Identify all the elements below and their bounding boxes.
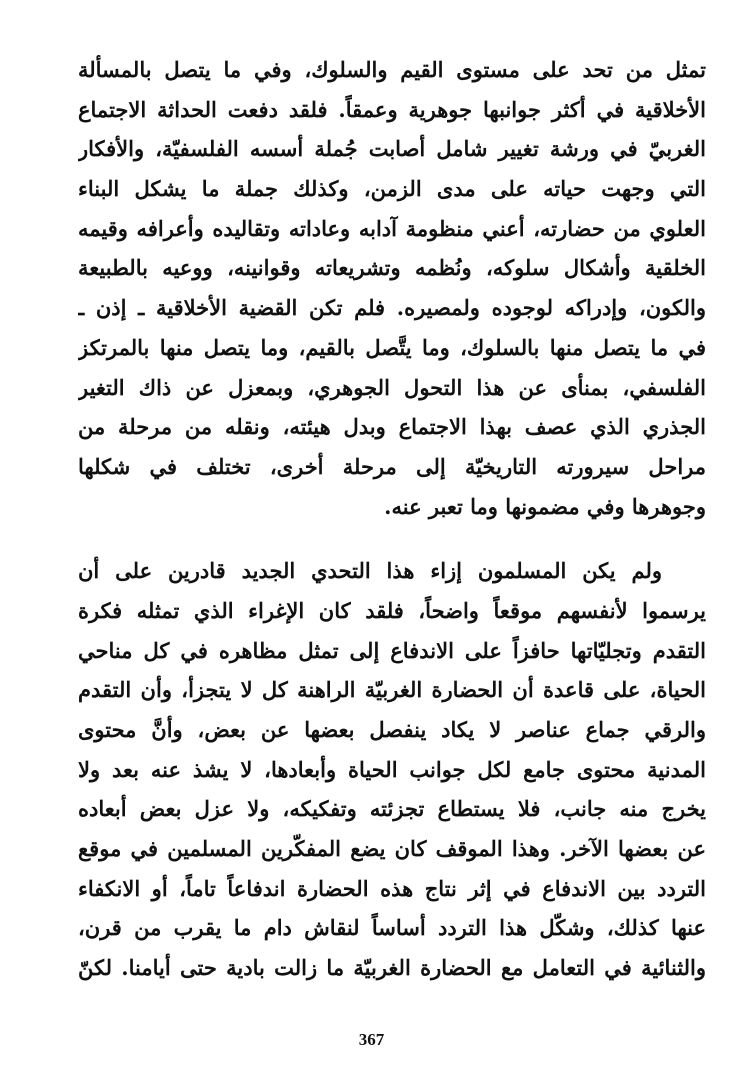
text-line: الجذري الذي عصف بهذا الاجتماع وبدل هيئته، ونقله من مرحلة من xyxy=(78,414,706,440)
text-line: يخرج منه جانب، فلا يستطاع تجزئته وتفكيكه، ولا عزل بعض أبعاده xyxy=(78,796,706,822)
text-line: المدنية محتوى جامع لكل جوانب الحياة وأبعادها، لا يشذ عنه بعد ولا xyxy=(78,756,706,782)
paragraph-1 xyxy=(78,50,706,526)
paragraph-spacer xyxy=(78,526,706,551)
paragraph-2 xyxy=(78,551,706,988)
text-line: عنها كذلك، وشكّل هذا التردد أساساً لنقاش دام ما يقرب من قرن، xyxy=(78,915,706,941)
text-line: الفلسفي، بمنأى عن هذا التحول الجوهري، وبمعزل عن ذاك التغير xyxy=(78,374,706,400)
text-line: التقدم وتجليّاتها حافزاً على الاندفاع إلى تمثل مظاهره في كل مناحي xyxy=(78,637,706,663)
text-line: يرسموا لأنفسهم موقعاً واضحاً، فلقد كان الإغراء الذي تمثله فكرة xyxy=(78,597,706,623)
text-line: الغربيّ في ورشة تغيير شامل أصابت جُملة أسسه الفلسفيّة، والأفكار xyxy=(78,136,706,162)
page-body xyxy=(78,50,706,1050)
text-line: التي وجهت حياته على مدى الزمن، وكذلك جملة ما يشكل البناء xyxy=(78,176,706,202)
text-line: وجوهرها وفي مضمونها وما تعبر عنه. xyxy=(384,493,706,519)
text-line: والثنائية في التعامل مع الحضارة الغربيّة ما زالت بادية حتى أيامنا. لكنّ xyxy=(78,955,706,981)
text-line: تمثل من تحد على مستوى القيم والسلوك، وفي ما يتصل بالمسألة xyxy=(78,57,706,82)
text-line: الأخلاقية في أكثر جوانبها جوهرية وعمقاً. فلقد دفعت الحداثة الاجتماع xyxy=(78,96,706,122)
text-line: والكون، وإدراكه لوجوده ولمصيره. فلم تكن القضية الأخلاقية ـ إذن ـ xyxy=(78,295,706,321)
page-number: 367 xyxy=(358,1030,385,1049)
text-line: العلوي من حضارته، أعني منظومة آدابه وعاداته وتقاليده وأعرافه وقيمه xyxy=(78,215,706,241)
text-line: ولم يكن المسلمون إزاء هذا التحدي الجديد قادرين على أن xyxy=(78,558,662,584)
text-line: عن بعضها الآخر. وهذا الموقف كان يضع المفكّرين المسلمين في موقع xyxy=(78,836,706,862)
text-line: الخلقية وأشكال سلوكه، ونُظمه وتشريعاته وقوانينه، ووعيه بالطبيعة xyxy=(78,255,706,281)
text-line: والرقي جماع عناصر لا يكاد ينفصل بعضها عن بعض، وأنَّ محتوى xyxy=(78,717,706,742)
text-line: التردد بين الاندفاع في إثر نتاج هذه الحضارة اندفاعاً تاماً، أو الانكفاء xyxy=(78,875,706,901)
text-line: في ما يتصل منها بالسلوك، وما يتَّصل بالقيم، وما يتصل منها بالمرتكز xyxy=(78,334,706,360)
text-line: الحياة، على قاعدة أن الحضارة الغربيّة الراهنة كل لا يتجزأ، وأن التقدم xyxy=(78,677,706,703)
text-line: مراحل سيرورته التاريخيّة إلى مرحلة أخرى، تختلف في شكلها xyxy=(78,453,706,479)
